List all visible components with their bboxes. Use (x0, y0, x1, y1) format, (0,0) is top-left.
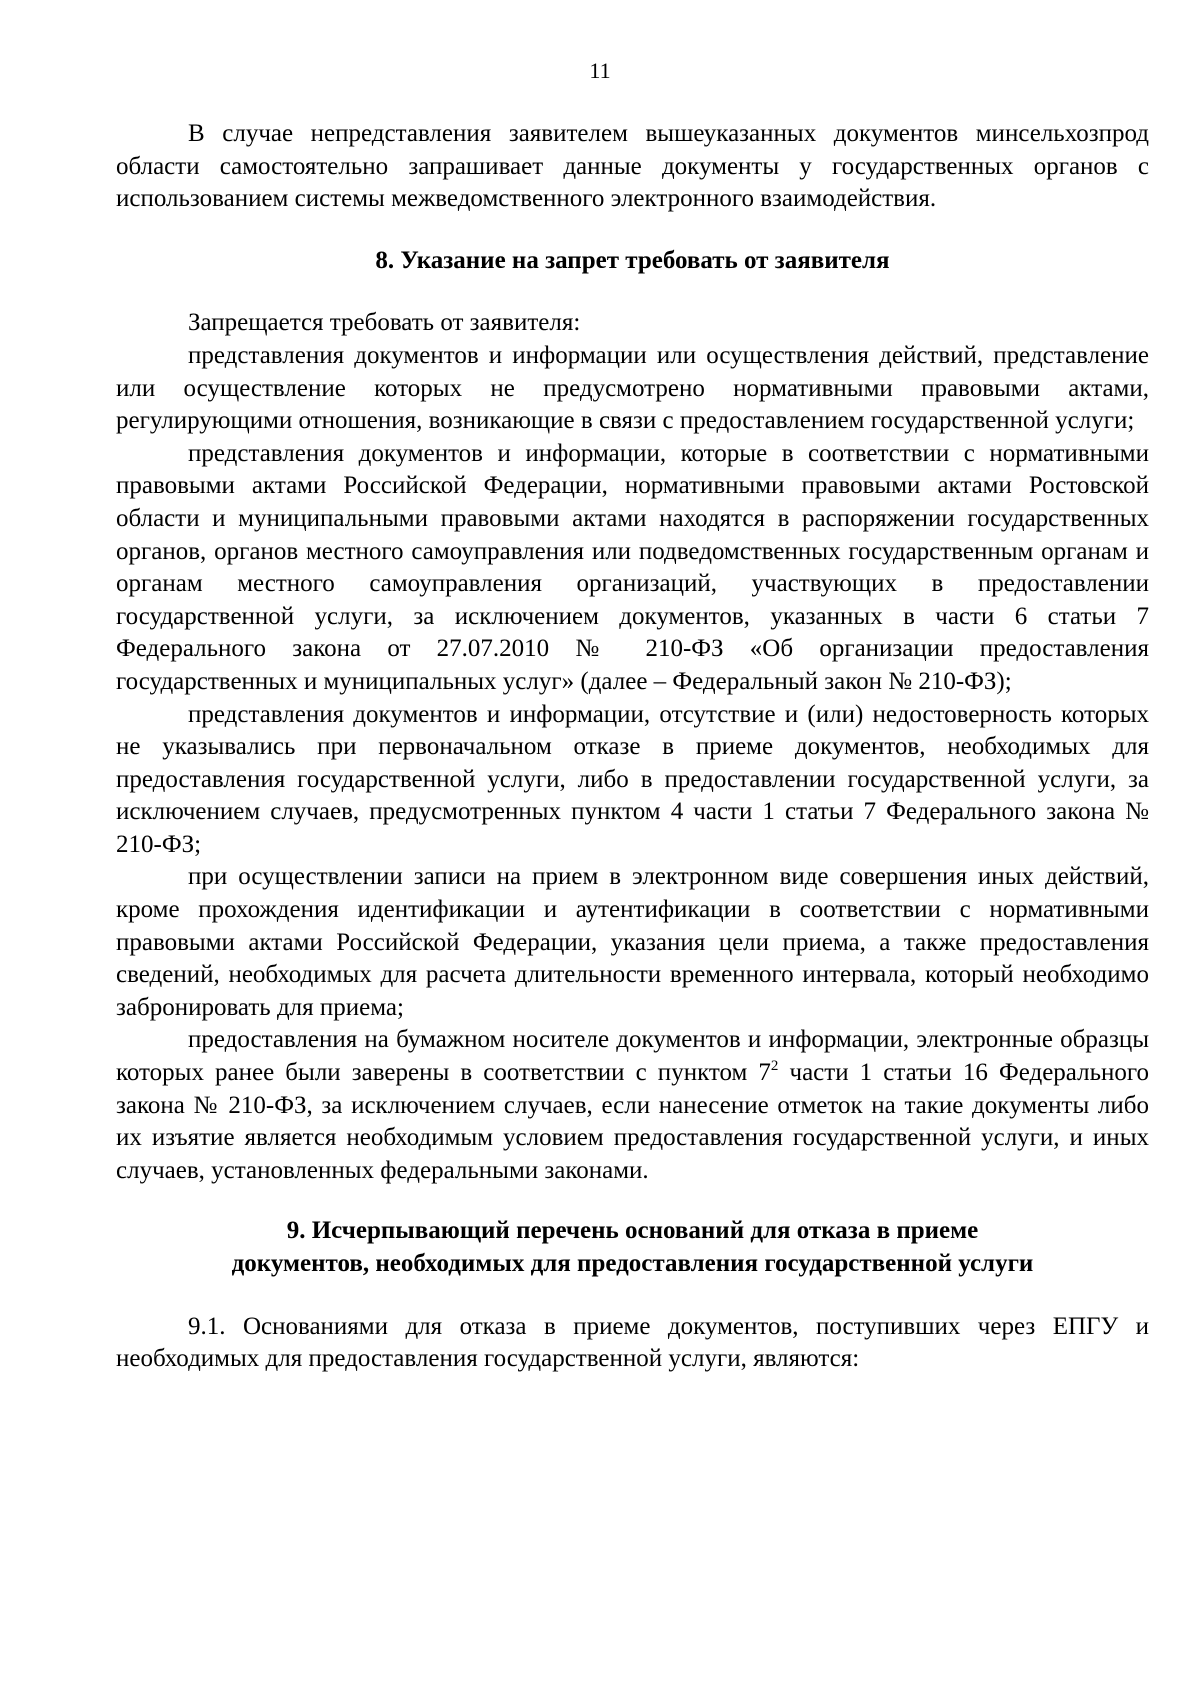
section-8-item-last-part2: части 1 статьи 16 Федерального закона № 210-ФЗ, за исключением случаев, если нанесение отметок на такие документы либо их изъятие является необходимым условием предоставления государственной услуги, и иных случаев, установленных федеральными законами. (116, 1059, 1149, 1184)
section-8-item: при осуществлении записи на прием в электронном виде совершения иных действий, кроме прохождения идентификации и аутентификации в соответствии с нормативными правовыми актами Российской Федерации, указания цели приема, а также предоставления сведений, необходимых для расчета длительности временного интервала, который необходимо забронировать для приема; (116, 863, 1149, 1021)
section-9-paragraph: 9.1. Основаниями для отказа в приеме документов, поступивших через ЕПГУ и необходимых для предоставления государственной услуги, являются: (116, 1312, 1149, 1373)
section-9-heading-line-2: документов, необходимых для предоставления государственной услуги (231, 1250, 1034, 1277)
section-8-item: представления документов и информации, которые в соответствии с нормативными правовыми актами Российской Федерации, нормативными правовыми актами Ростовской области и муниципальными правовыми актами находятся в распоряжении государственных органов, органов местного самоуправления или подведомственных государственным органам и органам местного самоуправления организаций, участвующих в предоставлении государственной услуги, за исключением документов, указанных в части 6 статьи 7 Федерального закона от 27.07.2010 № 210-ФЗ «Об организации предоставления государственных и муниципальных услуг» (далее – Федеральный закон № 210-ФЗ); (116, 439, 1149, 695)
document-body (116, 118, 1149, 1376)
page-number: 11 (589, 58, 611, 83)
section-9-heading-line-1: 9. Исчерпывающий перечень оснований для отказа в приеме (286, 1217, 979, 1245)
section-8-item-last-part1: предоставления на бумажном носителе документов и информации, электронные образцы которых ранее были заверены в соответствии с пунктом 7 (116, 1026, 1149, 1087)
superscript-marker: 2 (770, 1058, 779, 1075)
section-8-item: представления документов и информации, отсутствие и (или) недостоверность которых не указывались при первоначальном отказе в приеме документов, необходимых для предоставления государственной услуги, либо в предоставлении государственной услуги, за исключением случаев, предусмотренных пунктом 4 части 1 статьи 7 Федерального закона № 210-ФЗ; (116, 700, 1149, 858)
section-9-heading (116, 1215, 1149, 1280)
section-8-lead: Запрещается требовать от заявителя: (188, 309, 581, 337)
section-8-item: представления документов и информации или осуществления действий, представление или осуществление которых не предусмотрено нормативными правовыми актами, регулирующими отношения, возникающие в связи с предоставлением государственной услуги; (116, 341, 1149, 435)
section-8-item-last (116, 1024, 1149, 1187)
section-8-heading: 8. Указание на запрет требовать от заявителя (375, 246, 890, 274)
intro-paragraph: В случае непредставления заявителем вышеуказанных документов минсельхозпрод области самостоятельно запрашивает данные документы у государственных органов с использованием системы межведомственного электронного взаимодействия. (116, 120, 1149, 213)
